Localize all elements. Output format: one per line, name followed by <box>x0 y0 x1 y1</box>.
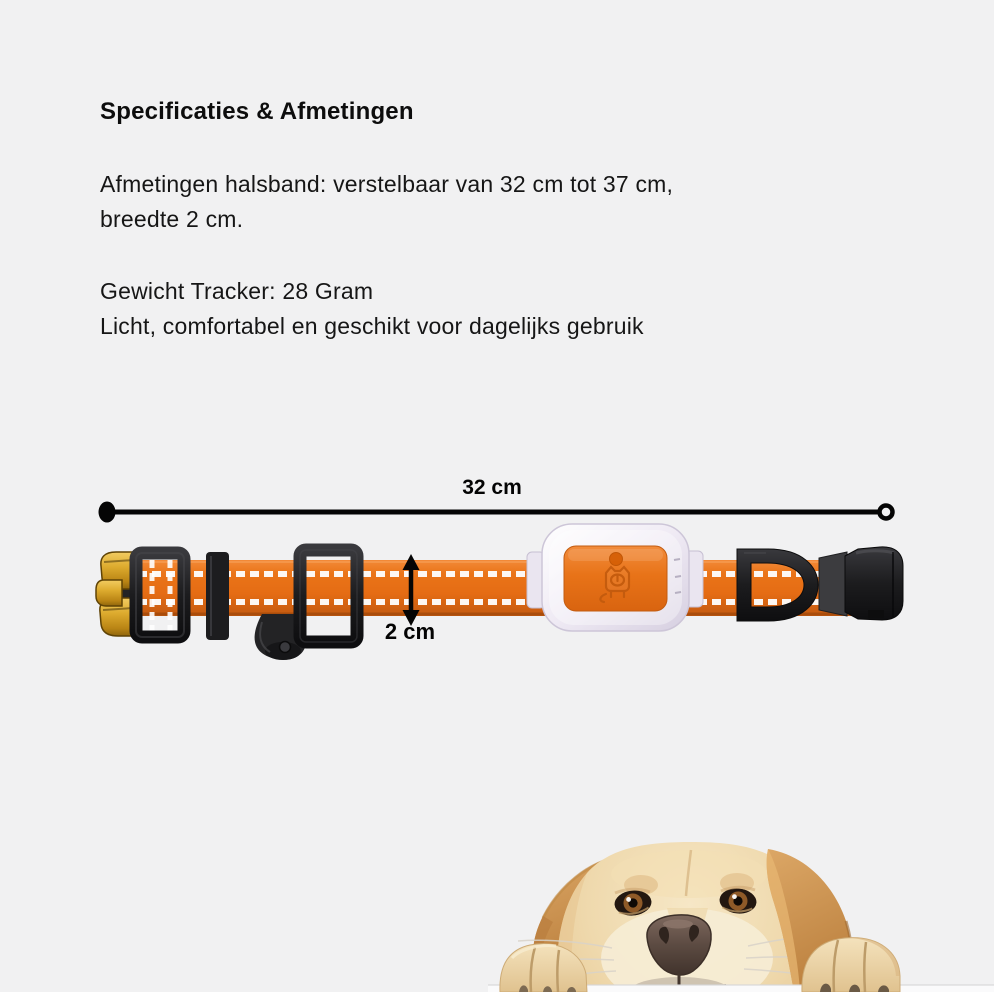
length-measure-label: 32 cm <box>462 476 522 499</box>
length-measure-line <box>99 502 893 523</box>
spec-weight-paragraph <box>100 274 860 344</box>
spec-weight-line2: Licht, comfortabel en geschikt voor dagelijks gebruik <box>100 313 644 339</box>
measure-ring-end <box>880 506 893 519</box>
strap-keeper <box>206 552 229 640</box>
dog-photo <box>488 842 994 992</box>
measure-dot-start <box>99 502 116 523</box>
spec-dimensions-line2: breedte 2 cm. <box>100 206 244 232</box>
width-measure-label: 2 cm <box>384 619 436 644</box>
tracker-led-dot <box>610 553 623 566</box>
page-title: Specificaties & Afmetingen <box>100 98 414 125</box>
spec-dimensions-paragraph <box>100 167 860 237</box>
buckle-female-black <box>819 547 903 620</box>
gps-tracker-device <box>527 524 703 631</box>
spec-dimensions-line1: Afmetingen halsband: verstelbaar van 32 cm tot 37 cm, <box>100 171 674 197</box>
spec-weight-line1: Gewicht Tracker: 28 Gram <box>100 278 374 304</box>
